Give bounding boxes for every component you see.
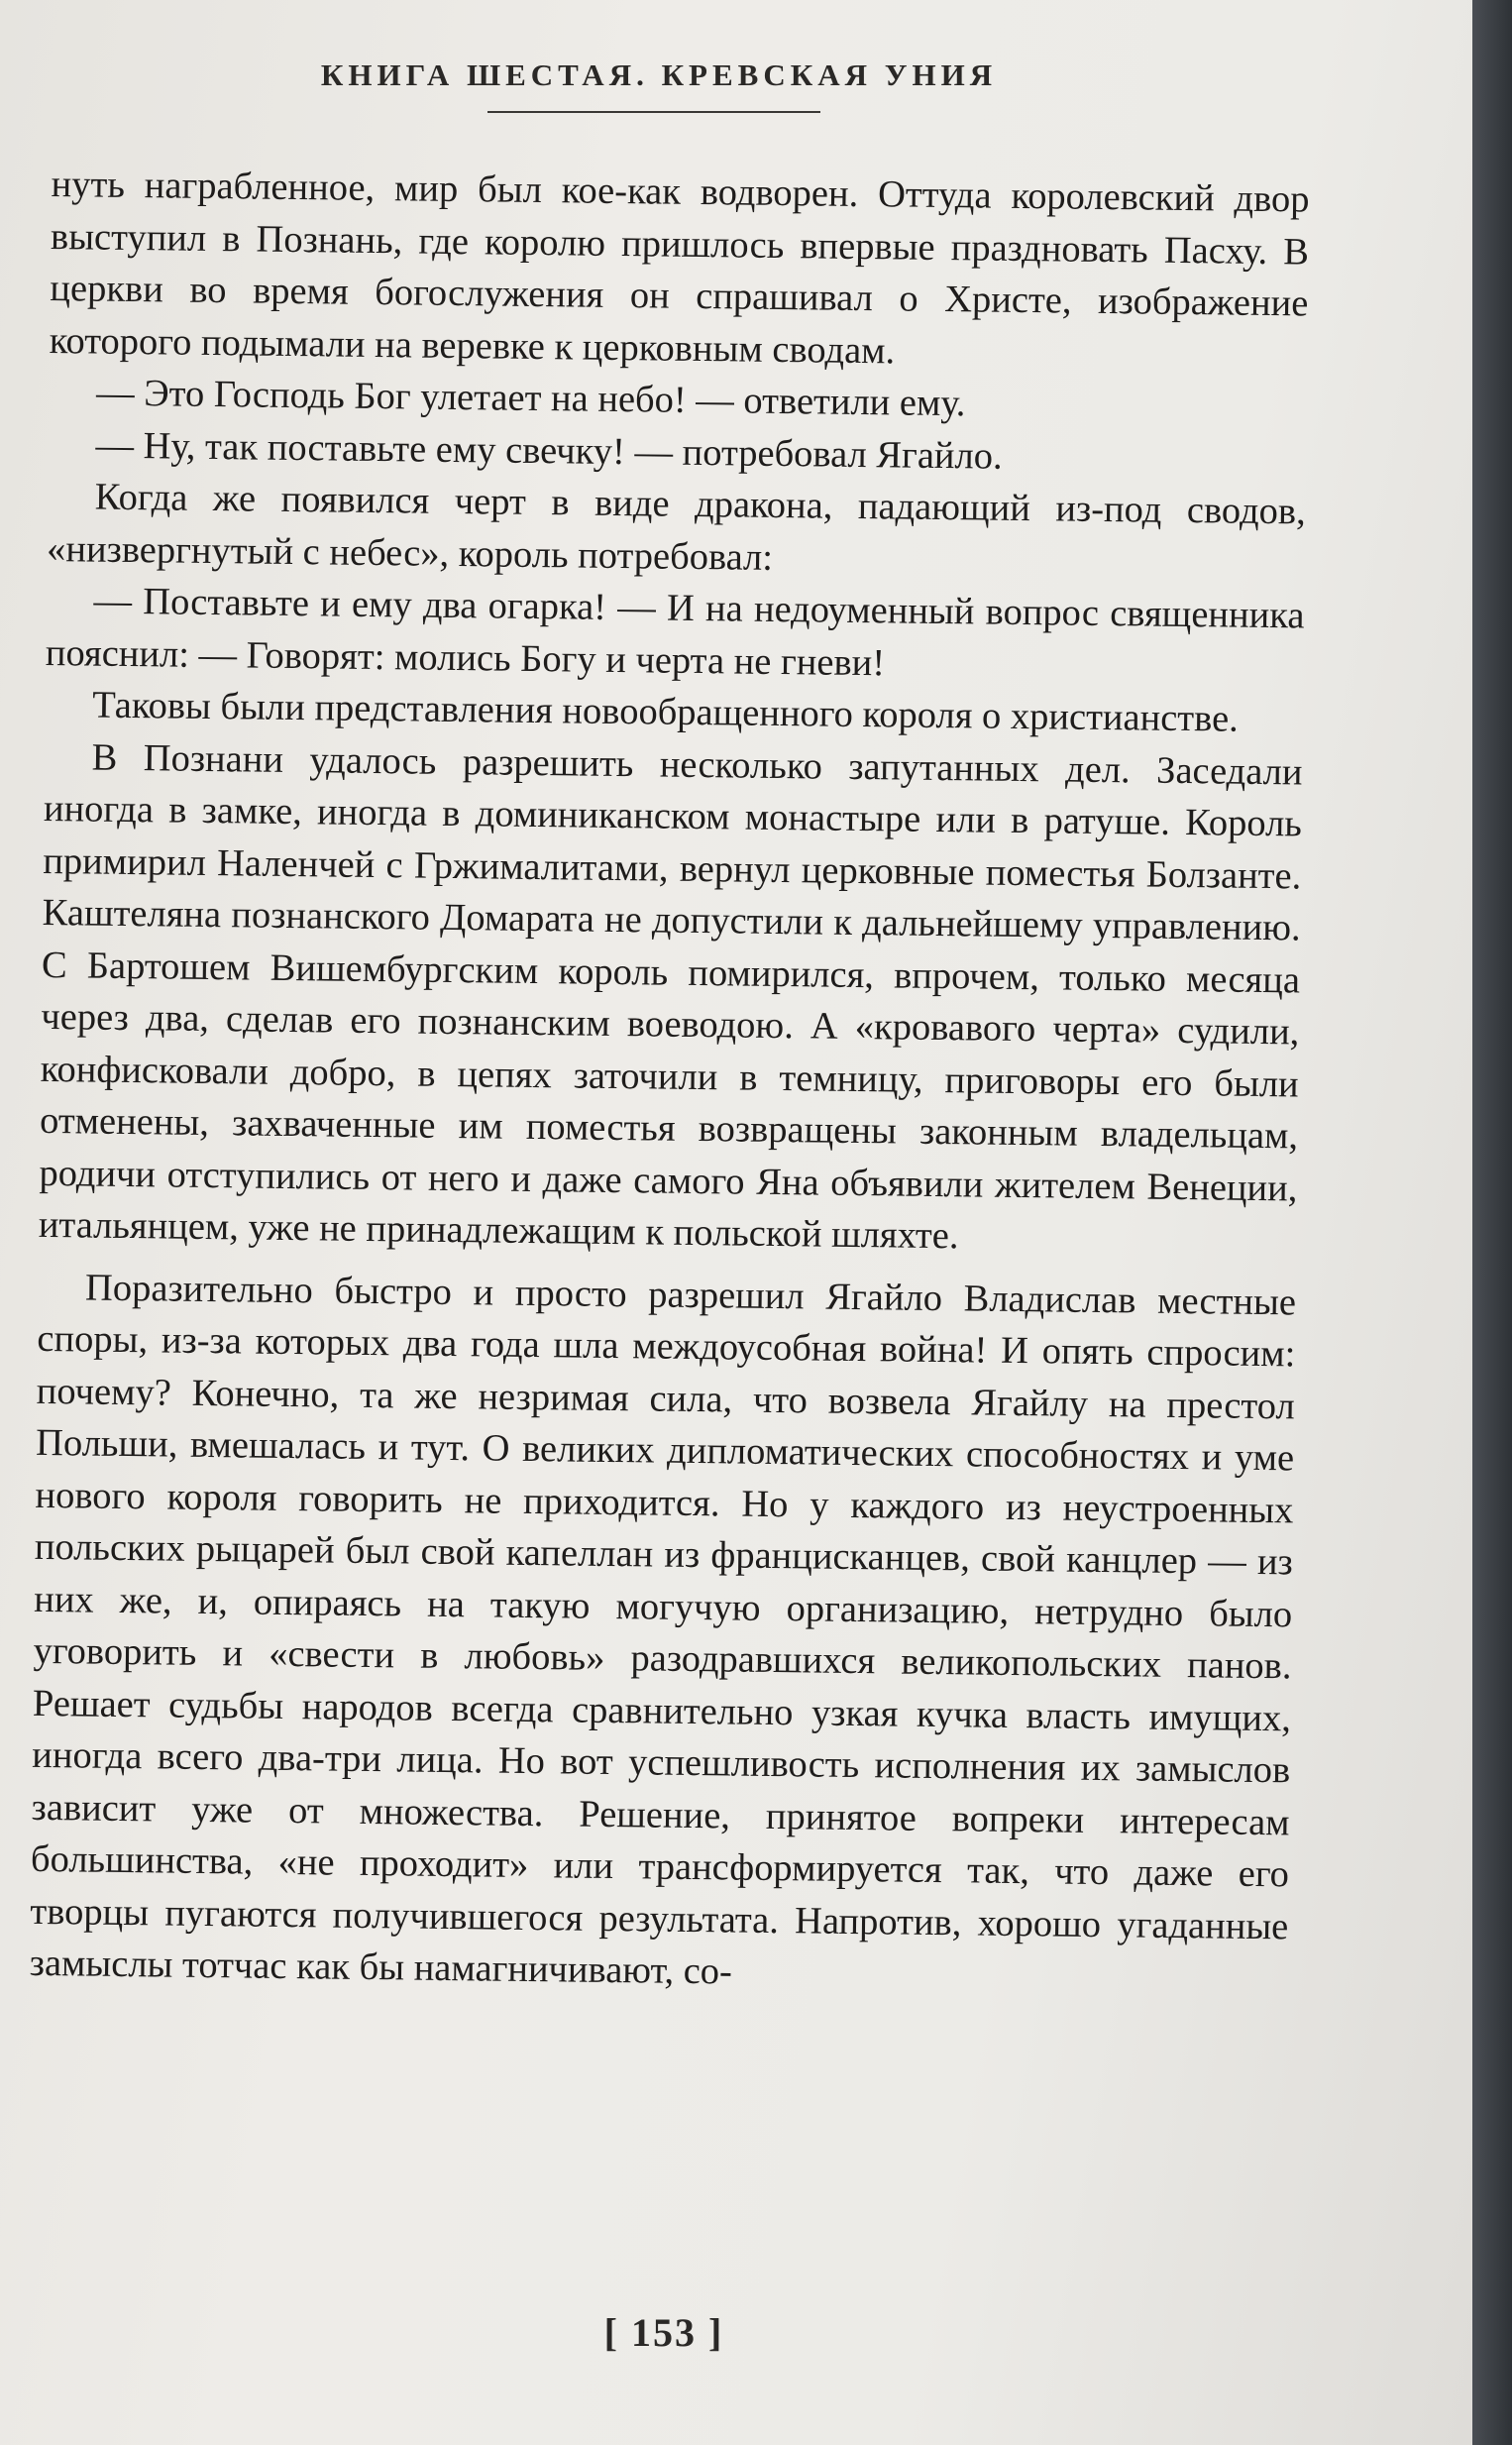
paragraph: Таковы были представления новообращенного короля о христианстве. [92,684,1240,740]
dialogue-line: — Ну, так поставьте ему свечку! — потребовал Ягайло. [95,424,1003,478]
page-number: [ 153 ] [603,2310,724,2355]
running-head: КНИГА ШЕСТАЯ. КРЕВСКАЯ УНИЯ [320,57,998,92]
body-text [29,159,1309,2005]
paragraph: Поразительно быстро и просто разрешил Ягайло Владислав местные споры, из-за которых два года шла междоусобная война! И опять спросим: почему? Конечно, та же незримая сила, что возвела Ягайлу на престол Польши, вмешалась и тут. О великих дипломатических способностях и уме нового короля говорить не приходится. Но у каждого из неустроенных польских рыцарей был свой капеллан из францисканцев, свой канцлер — из них же, и, опираясь на такую могучую организацию, нетрудно было уговорить и «свести в любовь» разодравшихся великопольских панов. Решает судьбы народов всегда сравнительно узкая кучка власть имущих, иногда всего два-три лица. Но вот успешливость исполнения их замыслов зависит уже от множества. Решение, принятое вопреки интересам большинства, «не проходит» или трансформируется так, что даже его творцы пугаются получившегося результата. Напротив, хорошо угаданные замыслы тотчас как бы намагничивают, со- [29,1267,1297,1993]
paragraph: Когда же появился черт в виде дракона, падающий из-под сводов, «низвергнутый с небес», король потребовал: [46,476,1306,579]
page-edge-background [1472,0,1512,2445]
dialogue-line: — Это Господь Бог улетает на небо! — ответили ему. [95,372,966,425]
paragraph: В Познани удалось разрешить несколько запутанных дел. Заседали иногда в замке, иногда в доминиканском монастыре или в ратуше. Король примирил Наленчей с Гржималитами, вернул церковные поместья Болзанте. Каштеляна познанского Домарата не допустили к дальнейшему управлению. С Бартошем Вишембургским король помирился, впрочем, только месяца через два, сделав его познанским воеводою. А «кровавого черта» судили, конфисковали добро, в цепях заточили в темницу, приговоры его были отменены, захваченные им поместья возвращены законным владельцам, родичи отступились от него и даже самого Яна объявили жителем Венеции, итальянцем, уже не принадлежащим к польской шляхте. [38,736,1303,1258]
header-rule [487,111,820,113]
dialogue-line: — Поставьте и ему два огарка! — И на недоуменный вопрос священника пояснил: — Говорят: молись Богу и черта не гневи! [45,580,1305,684]
paragraph-continuation: нуть награбленное, мир был кое-как водворен. Оттуда королевский двор выступил в Познань, где королю пришлось впервые праздновать Пасху. В церкви во время богослужения он спрашивал о Христе, изображение которого подымали на веревке к церковным сводам. [49,163,1310,372]
